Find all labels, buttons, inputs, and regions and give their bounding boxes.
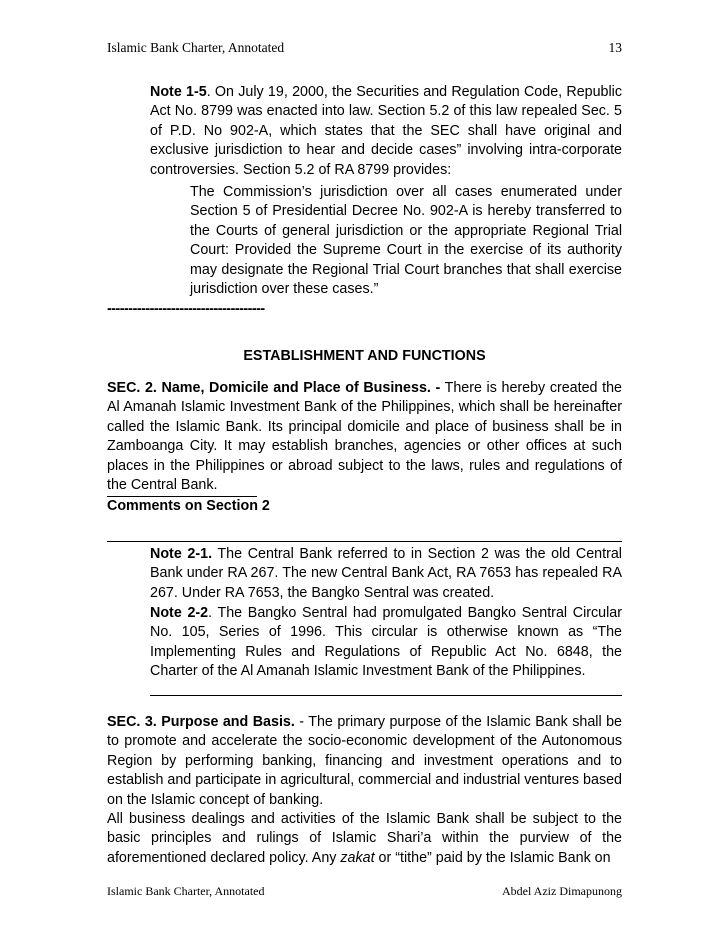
note-1-5 xyxy=(150,83,622,180)
note-1-5-label: Note 1-5 xyxy=(150,84,207,100)
note-2-2-text: . The Bangko Sentral had promulgated Bangko Sentral Circular No. 105, Series of 1996. This circular is otherwise known as “The Implementing Rules and Regulations of Republic Act No. 6848, the Charter of the Al Amanah Islamic Investment Bank of the Philippines. xyxy=(150,605,622,680)
page-header xyxy=(107,40,622,60)
footer-author: Abdel Aziz Dimapunong xyxy=(502,884,622,898)
paragraph-text-after: or “tithe” paid by the Islamic Bank on xyxy=(374,849,611,866)
quoted-provision: The Commission’s jurisdiction over all cases enumerated under Section 5 of Presidential Decree No. 902-A is hereby transferred to the Courts of general jurisdiction or the appropriate Regional Trial Court: Provided the Supreme Court in the exercise of its authority may designate the Regional Trial Court branches that shall exercise jurisdiction over these cases.” xyxy=(190,184,622,298)
note-2-2-label: Note 2-2 xyxy=(150,605,209,621)
section-3-heading: SEC. 3. Purpose and Basis. xyxy=(107,714,295,730)
comments-bottom-rule xyxy=(150,695,622,696)
paragraph-text-before: All business dealings and activities of the Islamic Bank shall be subject to the basic principles and rulings of Islamic Shari’a within the purview of the aforementioned declared policy. Any xyxy=(107,811,622,866)
header-title: Islamic Bank Charter, Annotated xyxy=(107,40,285,55)
footer-title: Islamic Bank Charter, Annotated xyxy=(107,884,265,898)
section-2-text: There is hereby created the Al Amanah Islamic Investment Bank of the Philippines, which shall be hereinafter called the Islamic Bank. Its principal domicile and place of business shall be in Zamboanga City. It may establish branches, agencies or other offices at such places in the Philippines or abroad subject to the laws, rules and regulations of the Central Bank. xyxy=(107,380,622,494)
note-1-5-text: . On July 19, 2000, the Securities and Regulation Code, Republic Act No. 8799 was enacted into law. Section 5.2 of this law repealed Sec. 5 of P.D. No 902-A, which states that the SEC shall have original and exclusive jurisdiction to hear and decide cases” involving intra-corporate controversies. Section 5.2 of RA 8799 provides: xyxy=(150,84,623,178)
section-2 xyxy=(107,379,622,495)
comments-top-rule xyxy=(107,541,622,542)
section-3 xyxy=(107,713,622,810)
page-number: 13 xyxy=(608,40,622,55)
section-heading: ESTABLISHMENT AND FUNCTIONS xyxy=(243,348,486,364)
zakat-term: zakat xyxy=(340,849,375,866)
note-2-1-label: Note 2-1. xyxy=(150,546,213,562)
separator-dashes: ------------------------------------- xyxy=(107,301,265,317)
business-dealings-paragraph xyxy=(107,810,622,868)
section-2-heading: SEC. 2. Name, Domicile and Place of Business. - xyxy=(107,380,441,396)
note-2-1 xyxy=(150,545,622,603)
note-2-2 xyxy=(150,604,622,682)
comments-heading: Comments on Section 2 xyxy=(107,498,270,514)
section-3-text: - The primary purpose of the Islamic Bank shall be to promote and accelerate the socio-economic development of the Autonomous Region by performing banking, financing and investment operations and to establish and participate in agricultural, commercial and industrial ventures based on the Islamic concept of banking. xyxy=(107,714,622,808)
page-footer xyxy=(107,884,622,904)
note-2-1-text: The Central Bank referred to in Section 2 was the old Central Bank under RA 267. The new Central Bank Act, RA 7653 has repealed RA 267. Under RA 7653, the Bangko Sentral was created. xyxy=(150,546,622,601)
